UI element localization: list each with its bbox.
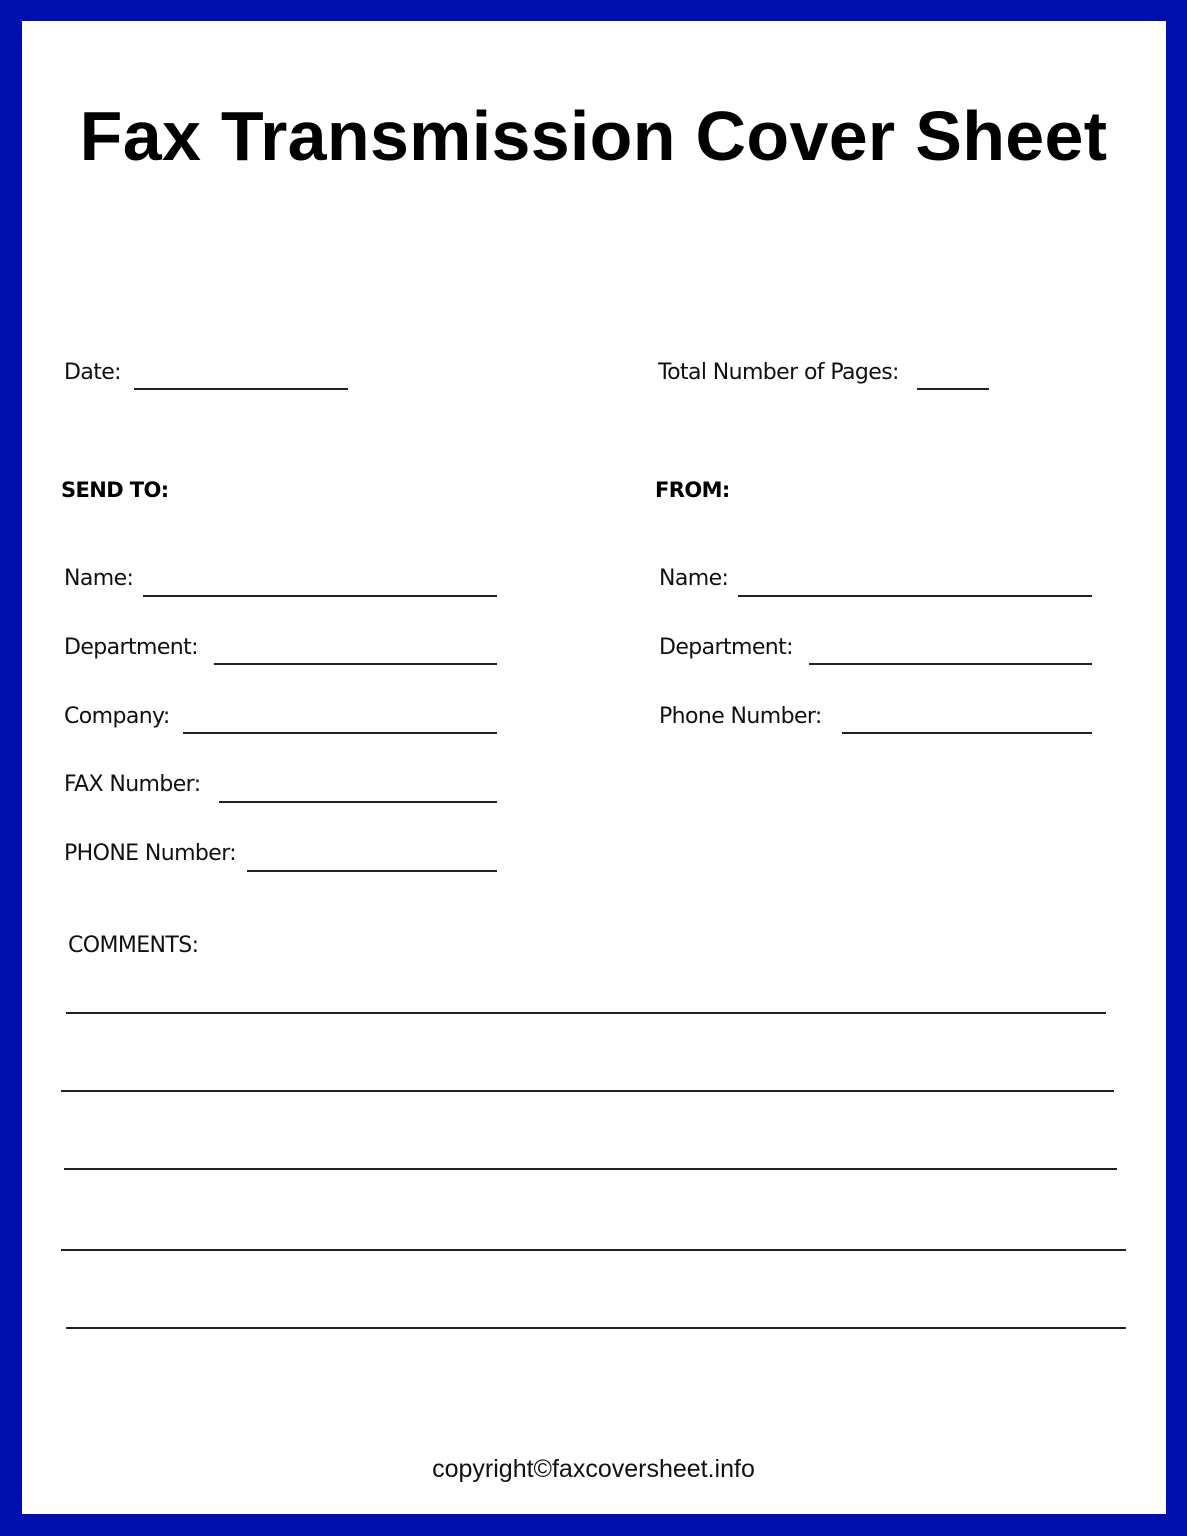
comments-line-2[interactable] bbox=[61, 1090, 1114, 1092]
copyright-footer: copyright©faxcoversheet.info bbox=[432, 1455, 755, 1483]
send-to-company-label: Company: bbox=[64, 704, 170, 729]
date-field[interactable] bbox=[134, 388, 348, 390]
send-to-department-field[interactable] bbox=[214, 663, 497, 665]
from-name-field[interactable] bbox=[738, 595, 1092, 597]
date-label: Date: bbox=[64, 360, 121, 385]
send-to-phone-field[interactable] bbox=[247, 870, 497, 872]
comments-label: COMMENTS: bbox=[68, 933, 199, 958]
from-department-field[interactable] bbox=[809, 663, 1092, 665]
send-to-heading: SEND TO: bbox=[61, 478, 169, 502]
comments-line-1[interactable] bbox=[66, 1012, 1106, 1014]
from-heading: FROM: bbox=[655, 478, 730, 502]
document-title: Fax Transmission Cover Sheet bbox=[79, 97, 1108, 175]
total-pages-label: Total Number of Pages: bbox=[658, 360, 899, 385]
from-phone-label: Phone Number: bbox=[659, 704, 822, 729]
from-name-label: Name: bbox=[659, 566, 729, 591]
send-to-company-field[interactable] bbox=[183, 732, 497, 734]
from-phone-field[interactable] bbox=[842, 732, 1092, 734]
comments-line-5[interactable] bbox=[66, 1327, 1126, 1329]
send-to-name-label: Name: bbox=[64, 566, 134, 591]
total-pages-field[interactable] bbox=[917, 388, 989, 390]
send-to-department-label: Department: bbox=[64, 635, 198, 660]
comments-line-3[interactable] bbox=[64, 1168, 1117, 1170]
comments-line-4[interactable] bbox=[61, 1249, 1126, 1251]
from-department-label: Department: bbox=[659, 635, 793, 660]
send-to-fax-field[interactable] bbox=[219, 801, 497, 803]
send-to-fax-label: FAX Number: bbox=[64, 772, 201, 797]
send-to-name-field[interactable] bbox=[143, 595, 497, 597]
send-to-phone-label: PHONE Number: bbox=[64, 841, 237, 866]
document-page bbox=[22, 21, 1166, 1514]
